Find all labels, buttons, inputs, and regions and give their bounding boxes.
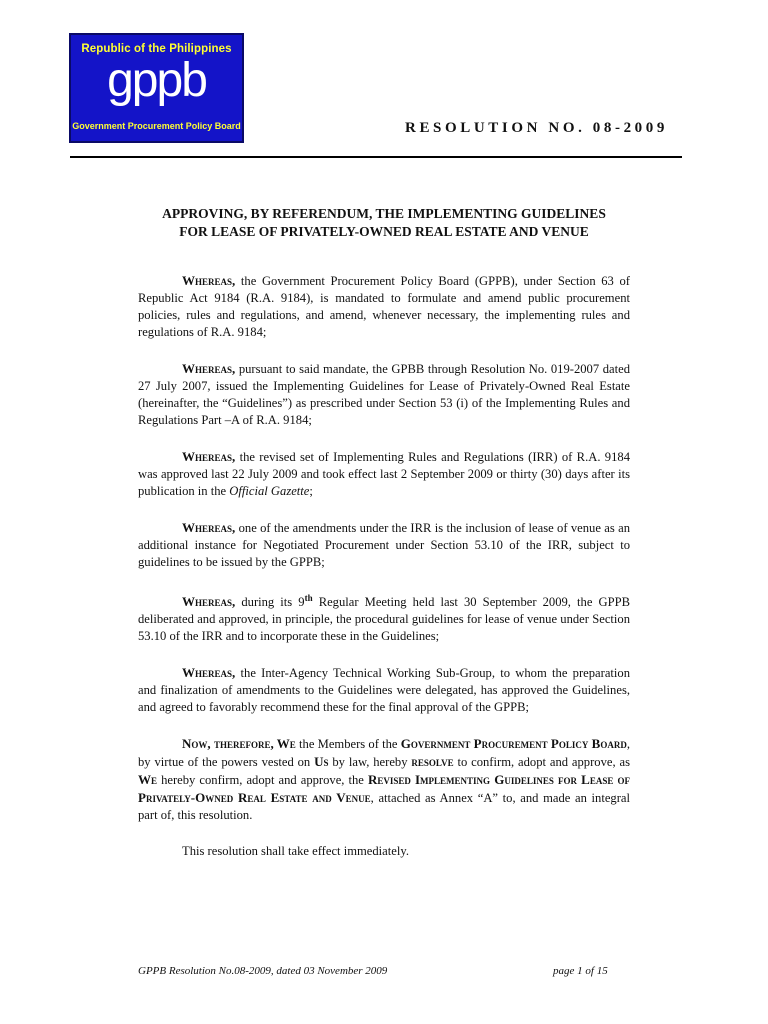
whereas-paragraph-6 bbox=[138, 664, 630, 716]
paragraph-text: the Members of the bbox=[295, 737, 401, 752]
whereas-lead: Whereas, bbox=[182, 273, 236, 288]
paragraph-text: the Government Procurement Policy Board (GPPB), under Section 63 of Republic Act 9184 (R.A. 9184), is mandated to formulate and amend public procurement policies, rules and regulations, and amend, whenever necessary, the implementing rules and regulations of R.A. 9184; bbox=[138, 274, 630, 339]
footer-reference: GPPB Resolution No.08-2009, dated 03 November 2009 bbox=[138, 965, 388, 977]
paragraph-text: , by virtue of the powers vested on bbox=[138, 737, 630, 770]
now-therefore-lead: Now, therefore, We bbox=[182, 736, 296, 752]
paragraph-text: pursuant to said mandate, the GPBB through Resolution No. 019-2007 dated 27 July 2007, issued the Implementing Guidelines for Lease of Privately-Owned Real Estate (hereinafter, the “Guidelines”) as prescribed under Section 53 (i) of the Implementing Rules and Regulations Part –A of R.A. 9184; bbox=[138, 362, 630, 427]
whereas-lead: Whereas, bbox=[182, 361, 236, 376]
we-text: We bbox=[138, 772, 158, 788]
official-gazette-text: Official Gazette bbox=[229, 484, 310, 498]
resolution-number: RESOLUTION NO. 08-2009 bbox=[405, 120, 668, 136]
logo-agency-text: Government Procurement Policy Board bbox=[72, 121, 241, 131]
gppb-logo bbox=[69, 33, 244, 143]
paragraph-text-end: ; bbox=[309, 484, 313, 498]
paragraph-text-end: Regular Meeting held last 30 September 2009, the GPPB deliberated and approved, in principle, the procedural guidelines for lease of venue under Section 53.10 of the IRR and to incorporate these in the Guidelines; bbox=[138, 595, 631, 644]
effectivity-paragraph: This resolution shall take effect immediately. bbox=[182, 844, 409, 859]
whereas-paragraph-5 bbox=[138, 590, 630, 645]
page-number: page 1 of 15 bbox=[553, 965, 608, 977]
us-text: Us bbox=[314, 754, 329, 770]
logo-country-text: Republic of the Philippines bbox=[81, 43, 232, 55]
logo-mark: gppb bbox=[107, 54, 206, 107]
guidelines-title: Revised Implementing Guidelines for Lease of Privately-Owned Real Estate and Venue bbox=[138, 772, 630, 806]
resolving-paragraph bbox=[138, 735, 630, 824]
header-divider bbox=[70, 156, 682, 158]
paragraph-text: one of the amendments under the IRR is the inclusion of lease of venue as an additional instance for Negotiated Procurement under Section 53.10 of the IRR, subject to guidelines to be issued by the GPPB; bbox=[138, 521, 630, 569]
paragraph-text: during its 9 bbox=[235, 595, 305, 610]
document-body bbox=[138, 272, 630, 879]
document-title bbox=[100, 205, 668, 241]
whereas-lead: Whereas, bbox=[182, 449, 236, 464]
whereas-lead: Whereas, bbox=[182, 665, 236, 681]
whereas-paragraph-3 bbox=[138, 448, 630, 500]
title-line-2: FOR LEASE OF PRIVATELY-OWNED REAL ESTATE AND VENUE bbox=[179, 224, 589, 239]
board-name: Government Procurement Policy Board bbox=[400, 736, 627, 752]
whereas-lead: Whereas, bbox=[182, 594, 236, 610]
paragraph-text: by law, hereby bbox=[328, 755, 412, 770]
whereas-paragraph-1 bbox=[138, 272, 630, 341]
resolve-text: resolve bbox=[411, 754, 454, 770]
paragraph-text: , attached as Annex “A” to, and made an integral part of, this resolution. bbox=[138, 791, 630, 823]
whereas-paragraph-4 bbox=[138, 519, 630, 571]
ordinal-superscript: th bbox=[304, 593, 313, 603]
whereas-lead: Whereas, bbox=[182, 520, 236, 535]
paragraph-text: the revised set of Implementing Rules and Regulations (IRR) of R.A. 9184 was approved last 22 July 2009 and took effect last 2 September 2009 or thirty (30) days after its publication in the bbox=[138, 450, 630, 498]
paragraph-text: hereby confirm, adopt and approve, the bbox=[157, 773, 368, 788]
paragraph-text: the Inter-Agency Technical Working Sub-Group, to whom the preparation and finalization of amendments to the Guidelines were delegated, has approved the Guidelines, and agreed to favorably recommend these for the final approval of the GPPB; bbox=[138, 666, 630, 715]
title-line-1: APPROVING, BY REFERENDUM, THE IMPLEMENTING GUIDELINES bbox=[162, 206, 606, 221]
whereas-paragraph-2 bbox=[138, 360, 630, 429]
paragraph-text: to confirm, adopt and approve, as bbox=[453, 755, 630, 770]
